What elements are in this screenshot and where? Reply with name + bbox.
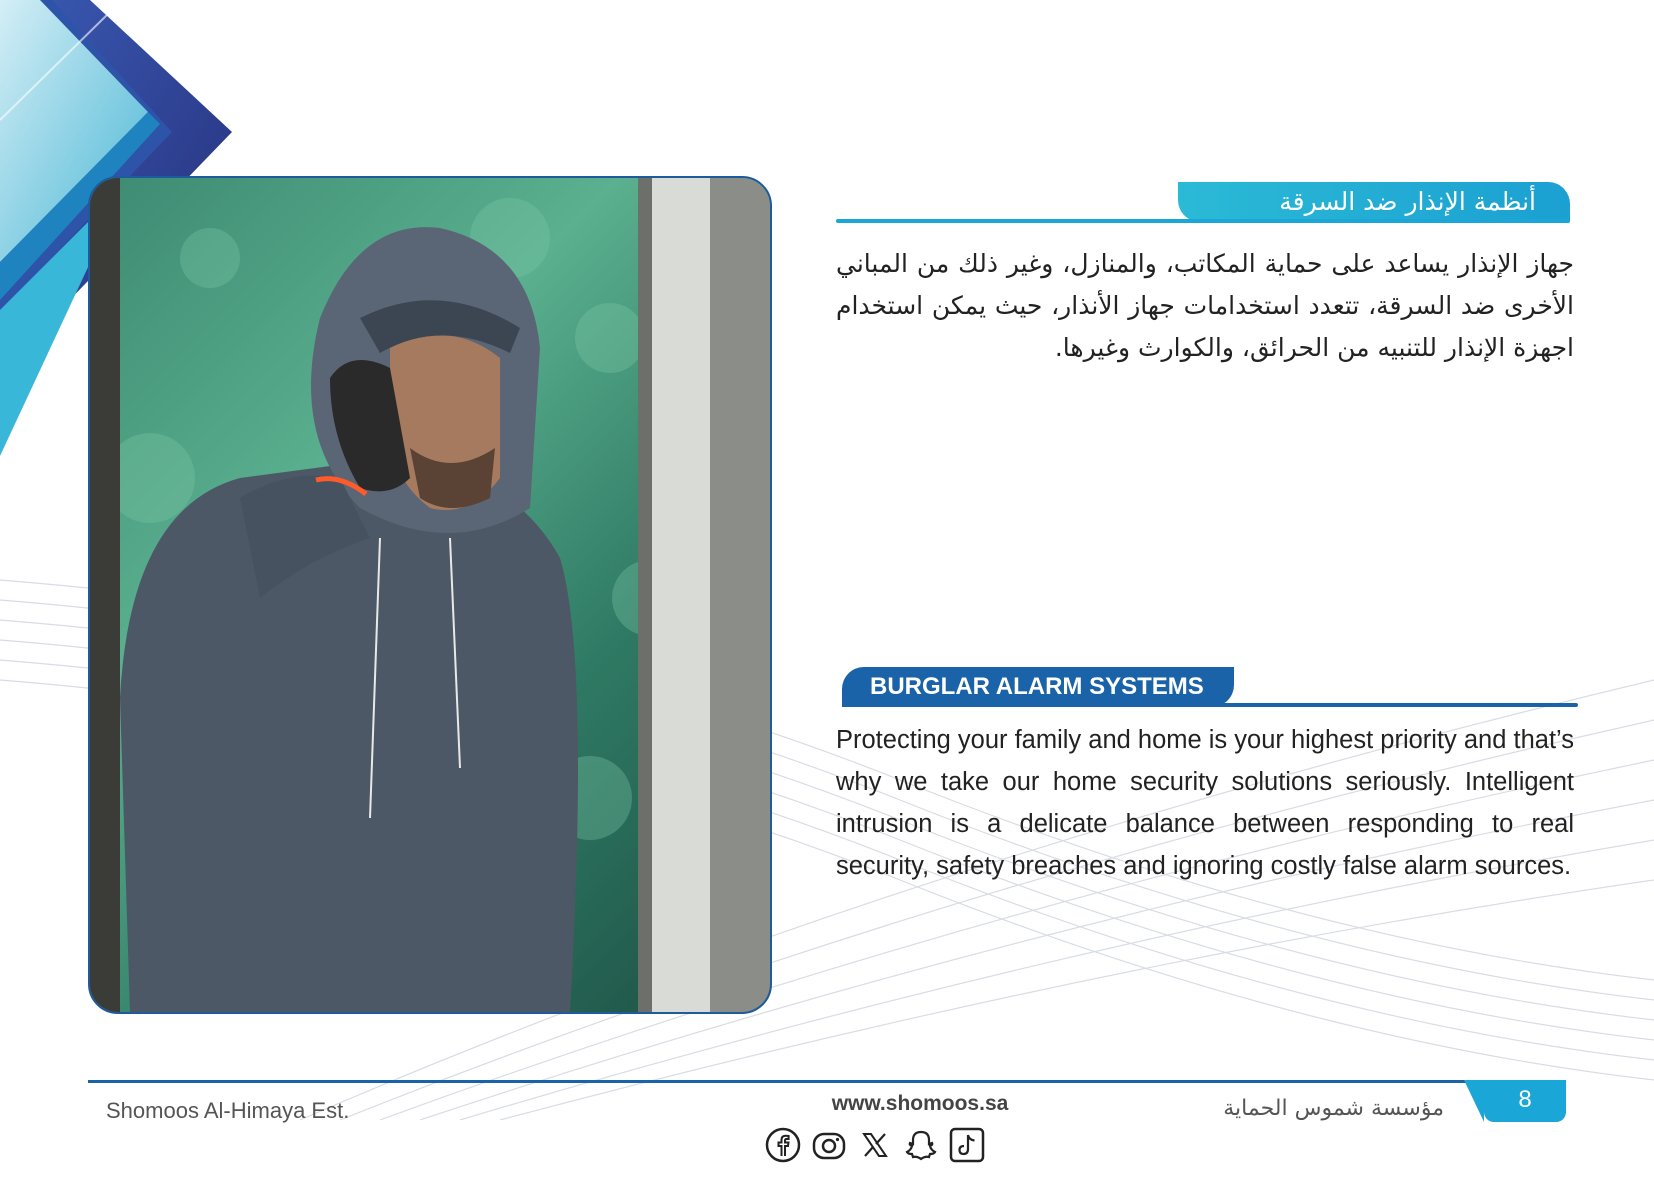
footer-company-en: Shomoos Al-Himaya Est. — [106, 1098, 350, 1123]
footer-website-link[interactable]: www.shomoos.sa — [831, 1092, 1009, 1115]
english-section-title: BURGLAR ALARM SYSTEMS — [842, 667, 1234, 707]
arabic-section-body: جهاز الإنذار يساعد على حماية المكاتب، والمنازل، وغير ذلك من المباني الأخرى ضد السرقة، تتعدد استخدامات جهاز الأنذار، حيث يمكن استخدام اجهزة الإنذار للتنبيه من الحرائق، والكوارث وغيرها. — [836, 249, 1574, 362]
social-icons — [764, 1126, 986, 1164]
facebook-icon[interactable] — [764, 1126, 802, 1164]
footer-divider — [88, 1080, 1480, 1083]
x-icon[interactable] — [856, 1126, 894, 1164]
snapchat-icon[interactable] — [902, 1126, 940, 1164]
footer-company-ar: مؤسسة شموس الحماية — [1223, 1096, 1444, 1121]
tiktok-icon[interactable] — [948, 1126, 986, 1164]
arabic-section-title: أنظمة الإنذار ضد السرقة — [1178, 182, 1570, 222]
page-number: 8 — [1484, 1080, 1566, 1122]
instagram-icon[interactable] — [810, 1126, 848, 1164]
arabic-title-underline — [836, 219, 1570, 223]
english-section-body: Protecting your family and home is your highest priority and that’s why we take our home security solutions seriously. Intelligent intrusion is a delicate balance between responding to real security, safety breaches and ignoring costly false alarm sources. — [836, 726, 1574, 880]
english-title-underline — [842, 703, 1578, 707]
page-tab-corner — [1464, 1080, 1484, 1122]
burglar-photo — [88, 176, 772, 1014]
